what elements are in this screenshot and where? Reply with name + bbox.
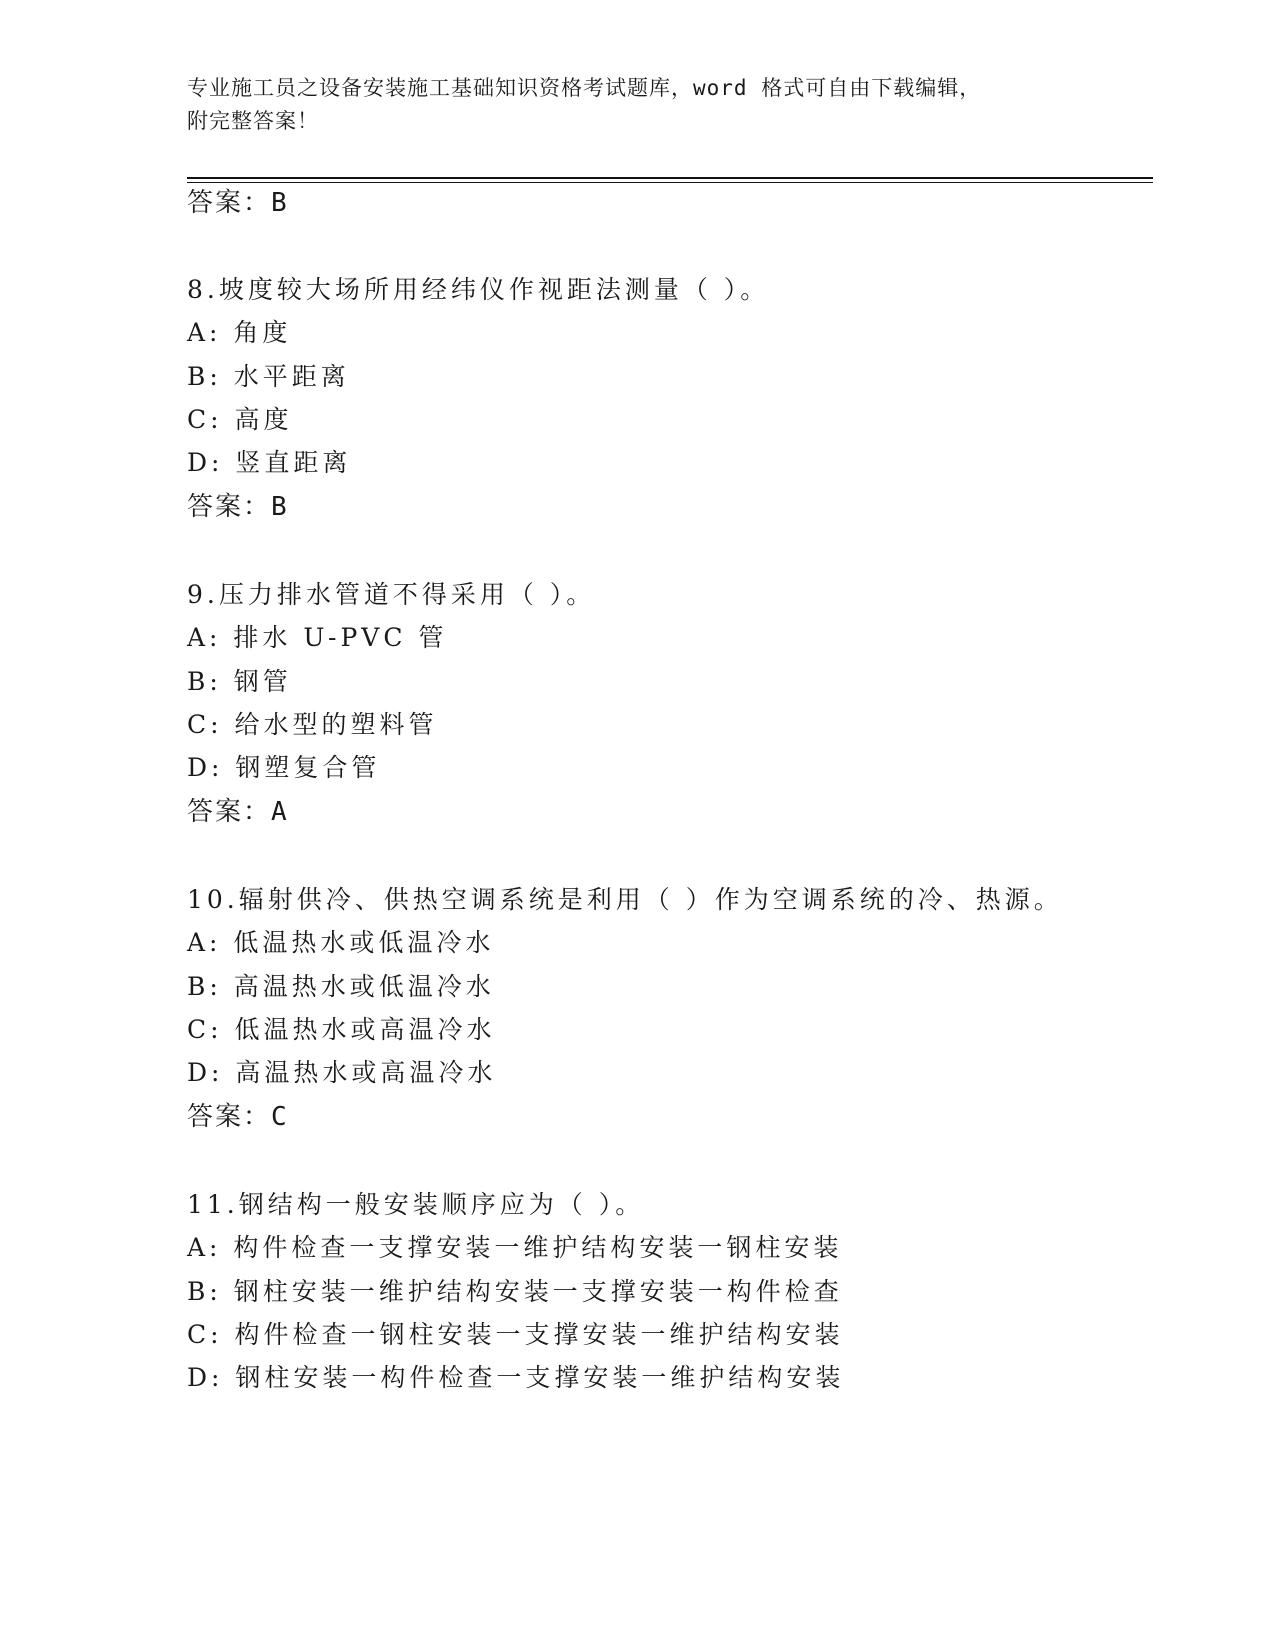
question-9-option-c: C: 给水型的塑料管: [187, 710, 438, 739]
question-10-stem: 10.辐射供冷、供热空调系统是利用（ ）作为空调系统的冷、热源。: [187, 885, 1063, 914]
question-10-option-a: A: 低温热水或低温冷水: [187, 928, 495, 957]
question-11-option-c: C: 构件检查一钢柱安装一支撑安装一维护结构安装: [187, 1320, 844, 1349]
header-divider-thin: [187, 182, 1153, 183]
question-9-stem: 9.压力排水管道不得采用（ ）。: [187, 580, 596, 609]
question-9-option-a: A: 排水 U-PVC 管: [187, 623, 448, 652]
answer-value: A: [271, 797, 289, 827]
question-8-answer: [187, 492, 289, 522]
header-line-1: 专业施工员之设备安装施工基础知识资格考试题库，word 格式可自由下载编辑，: [187, 76, 982, 100]
question-8-stem: 8.坡度较大场所用经纬仪作视距法测量（ ）。: [187, 275, 770, 304]
question-8-option-d: D: 竖直距离: [187, 448, 352, 477]
answer-label: 答案：: [187, 492, 272, 522]
document-header: [187, 72, 1087, 138]
question-8-option-c: C: 高度: [187, 405, 293, 434]
question-11-stem: 11.钢结构一般安装顺序应为（ ）。: [187, 1190, 645, 1219]
answer-value: B: [271, 188, 289, 218]
question-10-option-c: C: 低温热水或高温冷水: [187, 1015, 496, 1044]
question-8-option-a: A: 角度: [187, 318, 292, 347]
header-line-2: 附完整答案！: [187, 109, 319, 133]
question-11-option-b: B: 钢柱安装一维护结构安装一支撑安装一构件检查: [187, 1277, 843, 1306]
question-10-option-d: D: 高温热水或高温冷水: [187, 1058, 497, 1087]
answer-label: 答案：: [187, 1102, 272, 1132]
question-8-option-b: B: 水平距离: [187, 362, 350, 391]
answer-label: 答案：: [187, 188, 272, 218]
question-11-option-d: D: 钢柱安装一构件检查一支撑安装一维护结构安装: [187, 1363, 845, 1392]
header-divider-thick: [187, 177, 1153, 179]
question-10-answer: [187, 1102, 289, 1132]
question-10-option-b: B: 高温热水或低温冷水: [187, 972, 495, 1001]
question-9-option-b: B: 钢管: [187, 667, 292, 696]
question-11-option-a: A: 构件检查一支撑安装一维护结构安装一钢柱安装: [187, 1233, 843, 1262]
answer-value: B: [271, 492, 289, 522]
question-9-answer: [187, 797, 289, 827]
answer-value: C: [271, 1102, 289, 1132]
answer-label: 答案：: [187, 797, 272, 827]
question-9-option-d: D: 钢塑复合管: [187, 753, 381, 782]
previous-answer: [187, 188, 289, 218]
